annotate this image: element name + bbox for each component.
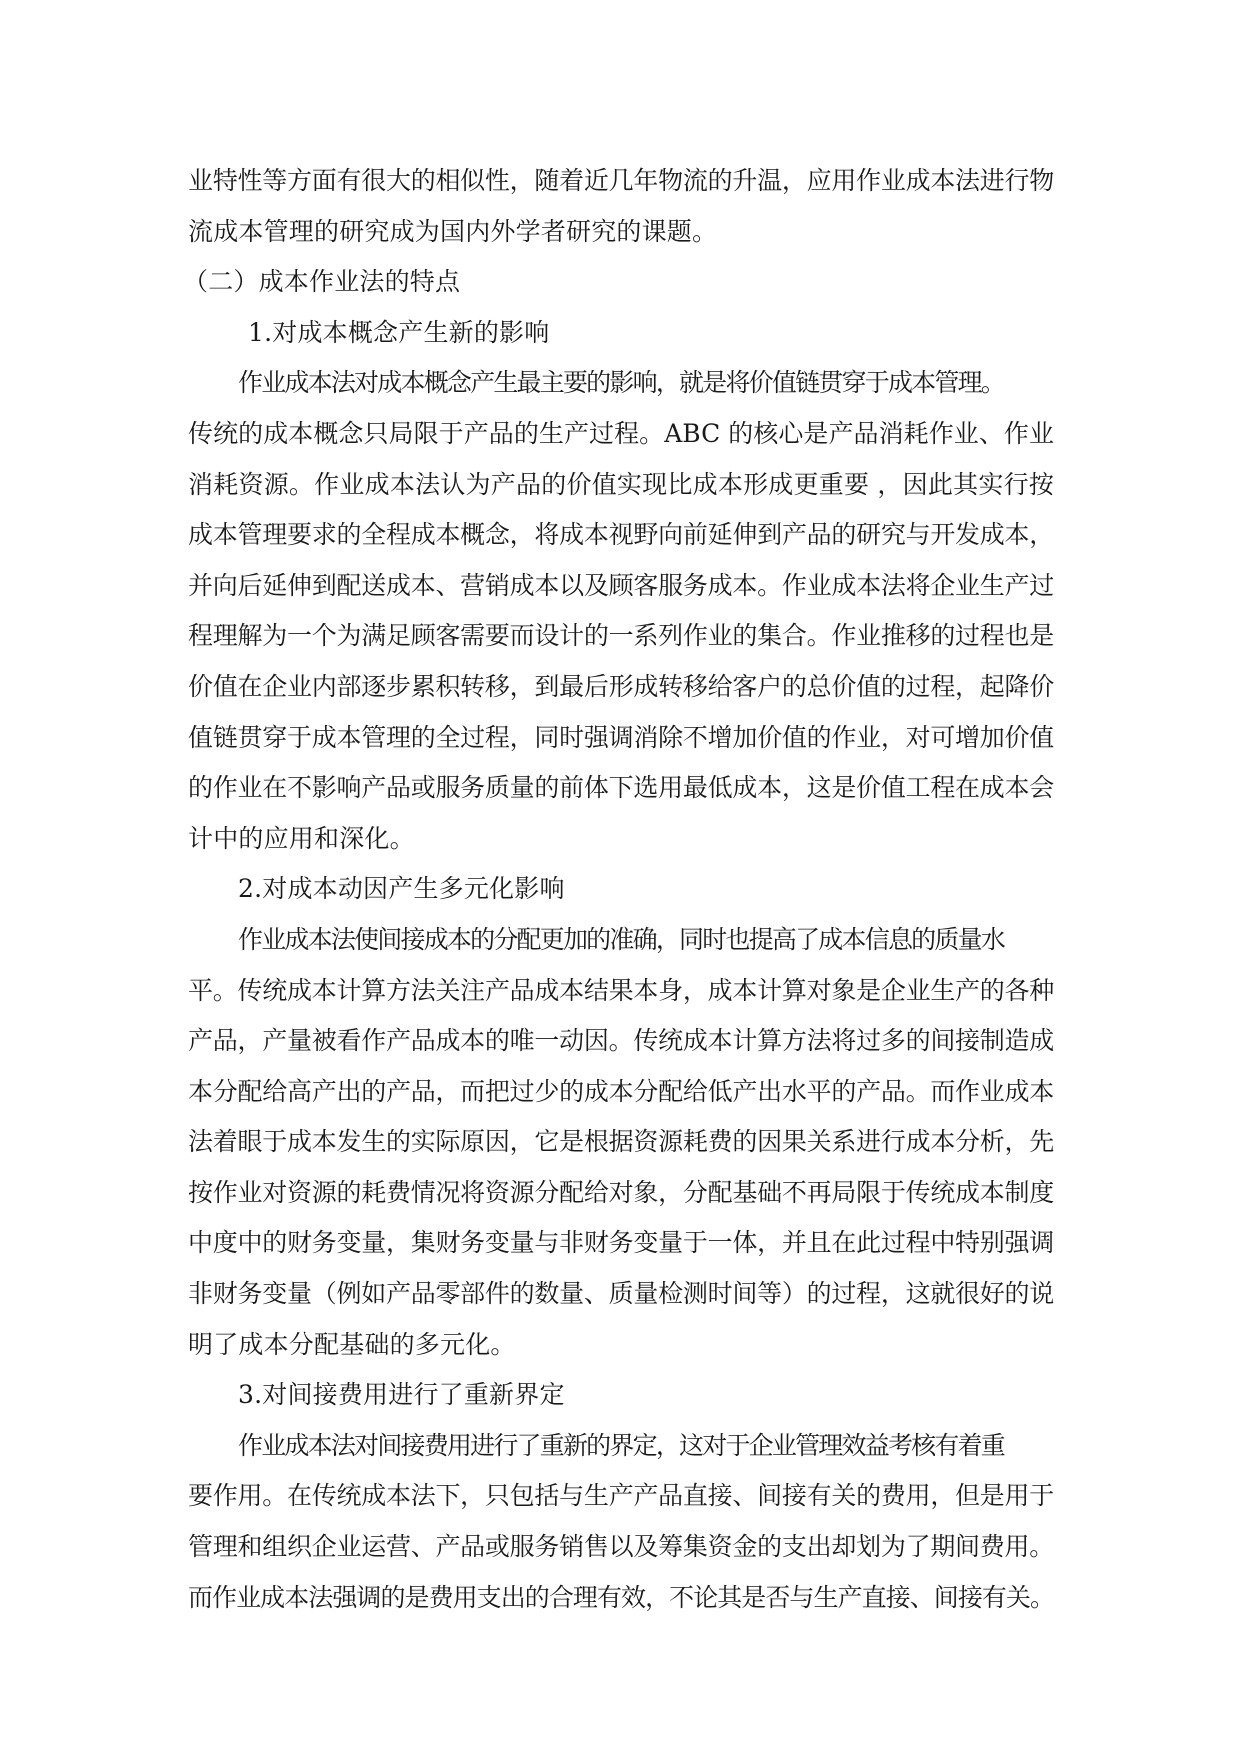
section-heading: 3.对间接费用进行了重新界定 [238, 1380, 565, 1410]
section-heading: 1.对成本概念产生新的影响 [248, 317, 550, 347]
paragraph-line: 业特性等方面有很大的相似性，随着近几年物流的升温，应用作业成本法进行物 [188, 166, 1054, 195]
paragraph-line: 平。传统成本计算方法关注产品成本结果本身，成本计算对象是企业生产的各种 [188, 975, 1054, 1005]
paragraph-line: 管理和组织企业运营、产品或服务销售以及筹集资金的支出却划为了期间费用。 [188, 1532, 1054, 1562]
paragraph-line: 中度中的财务变量，集财务变量与非财务变量于一体，并且在此过程中特别强调 [188, 1228, 1054, 1258]
paragraph-line: 消耗资源。作业成本法认为产品的价值实现比成本形成更重要 ，因此其实行按 [188, 469, 1054, 499]
paragraph-line: 并向后延伸到配送成本、营销成本以及顾客服务成本。作业成本法将企业生产过 [188, 570, 1054, 600]
paragraph-line: 值链贯穿于成本管理的全过程，同时强调消除不增加价值的作业，对可增加价值 [188, 722, 1054, 752]
paragraph-line: 产品，产量被看作产品成本的唯一动因。传统成本计算方法将过多的间接制造成 [188, 1026, 1054, 1056]
paragraph-line: 的作业在不影响产品或服务质量的前体下选用最低成本，这是价值工程在成本会 [188, 773, 1054, 803]
paragraph-line: 本分配给高产出的产品，而把过少的成本分配给低产出水平的产品。而作业成本 [188, 1076, 1054, 1106]
paragraph-line: 明了成本分配基础的多元化。 [188, 1329, 516, 1359]
paragraph-line: 作业成本法对成本概念产生最主要的影响，就是将价值链贯穿于成本管理。 [238, 368, 1004, 398]
section-heading: （二）成本作业法的特点 [183, 267, 461, 297]
paragraph-line: 作业成本法使间接成本的分配更加的准确，同时也提高了成本信息的质量水 [238, 924, 1004, 954]
paragraph-line: 非财务变量（例如产品零部件的数量、质量检测时间等）的过程，这就很好的说 [188, 1279, 1054, 1309]
section-heading: 2.对成本动因产生多元化影响 [238, 874, 565, 904]
paragraph-line: 法着眼于成本发生的实际原因，它是根据资源耗费的因果关系进行成本分析，先 [188, 1127, 1054, 1157]
paragraph-line: 而作业成本法强调的是费用支出的合理有效，不论其是否与生产直接、间接有关。 [188, 1582, 1054, 1612]
paragraph-line: 按作业对资源的耗费情况将资源分配给对象，分配基础不再局限于传统成本制度 [188, 1177, 1054, 1207]
paragraph-line: 传统的成本概念只局限于产品的生产过程。ABC 的核心是产品消耗作业、作业 [188, 418, 1054, 448]
paragraph-line: 程理解为一个为满足顾客需要而设计的一系列作业的集合。作业推移的过程也是 [188, 621, 1054, 651]
paragraph-line: 成本管理要求的全程成本概念，将成本视野向前延伸到产品的研究与开发成本， [188, 520, 1054, 550]
document-body [183, 156, 1054, 1623]
paragraph-line: 计中的应用和深化。 [188, 823, 415, 853]
paragraph-line: 价值在企业内部逐步累积转移，到最后形成转移给客户的总价值的过程，起降价 [188, 671, 1054, 701]
paragraph-line: 流成本管理的研究成为国内外学者研究的课题。 [188, 216, 718, 246]
paragraph-line: 作业成本法对间接费用进行了重新的界定，这对于企业管理效益考核有着重 [238, 1430, 1004, 1460]
paragraph-line: 要作用。在传统成本法下，只包括与生产产品直接、间接有关的费用，但是用于 [188, 1481, 1054, 1511]
